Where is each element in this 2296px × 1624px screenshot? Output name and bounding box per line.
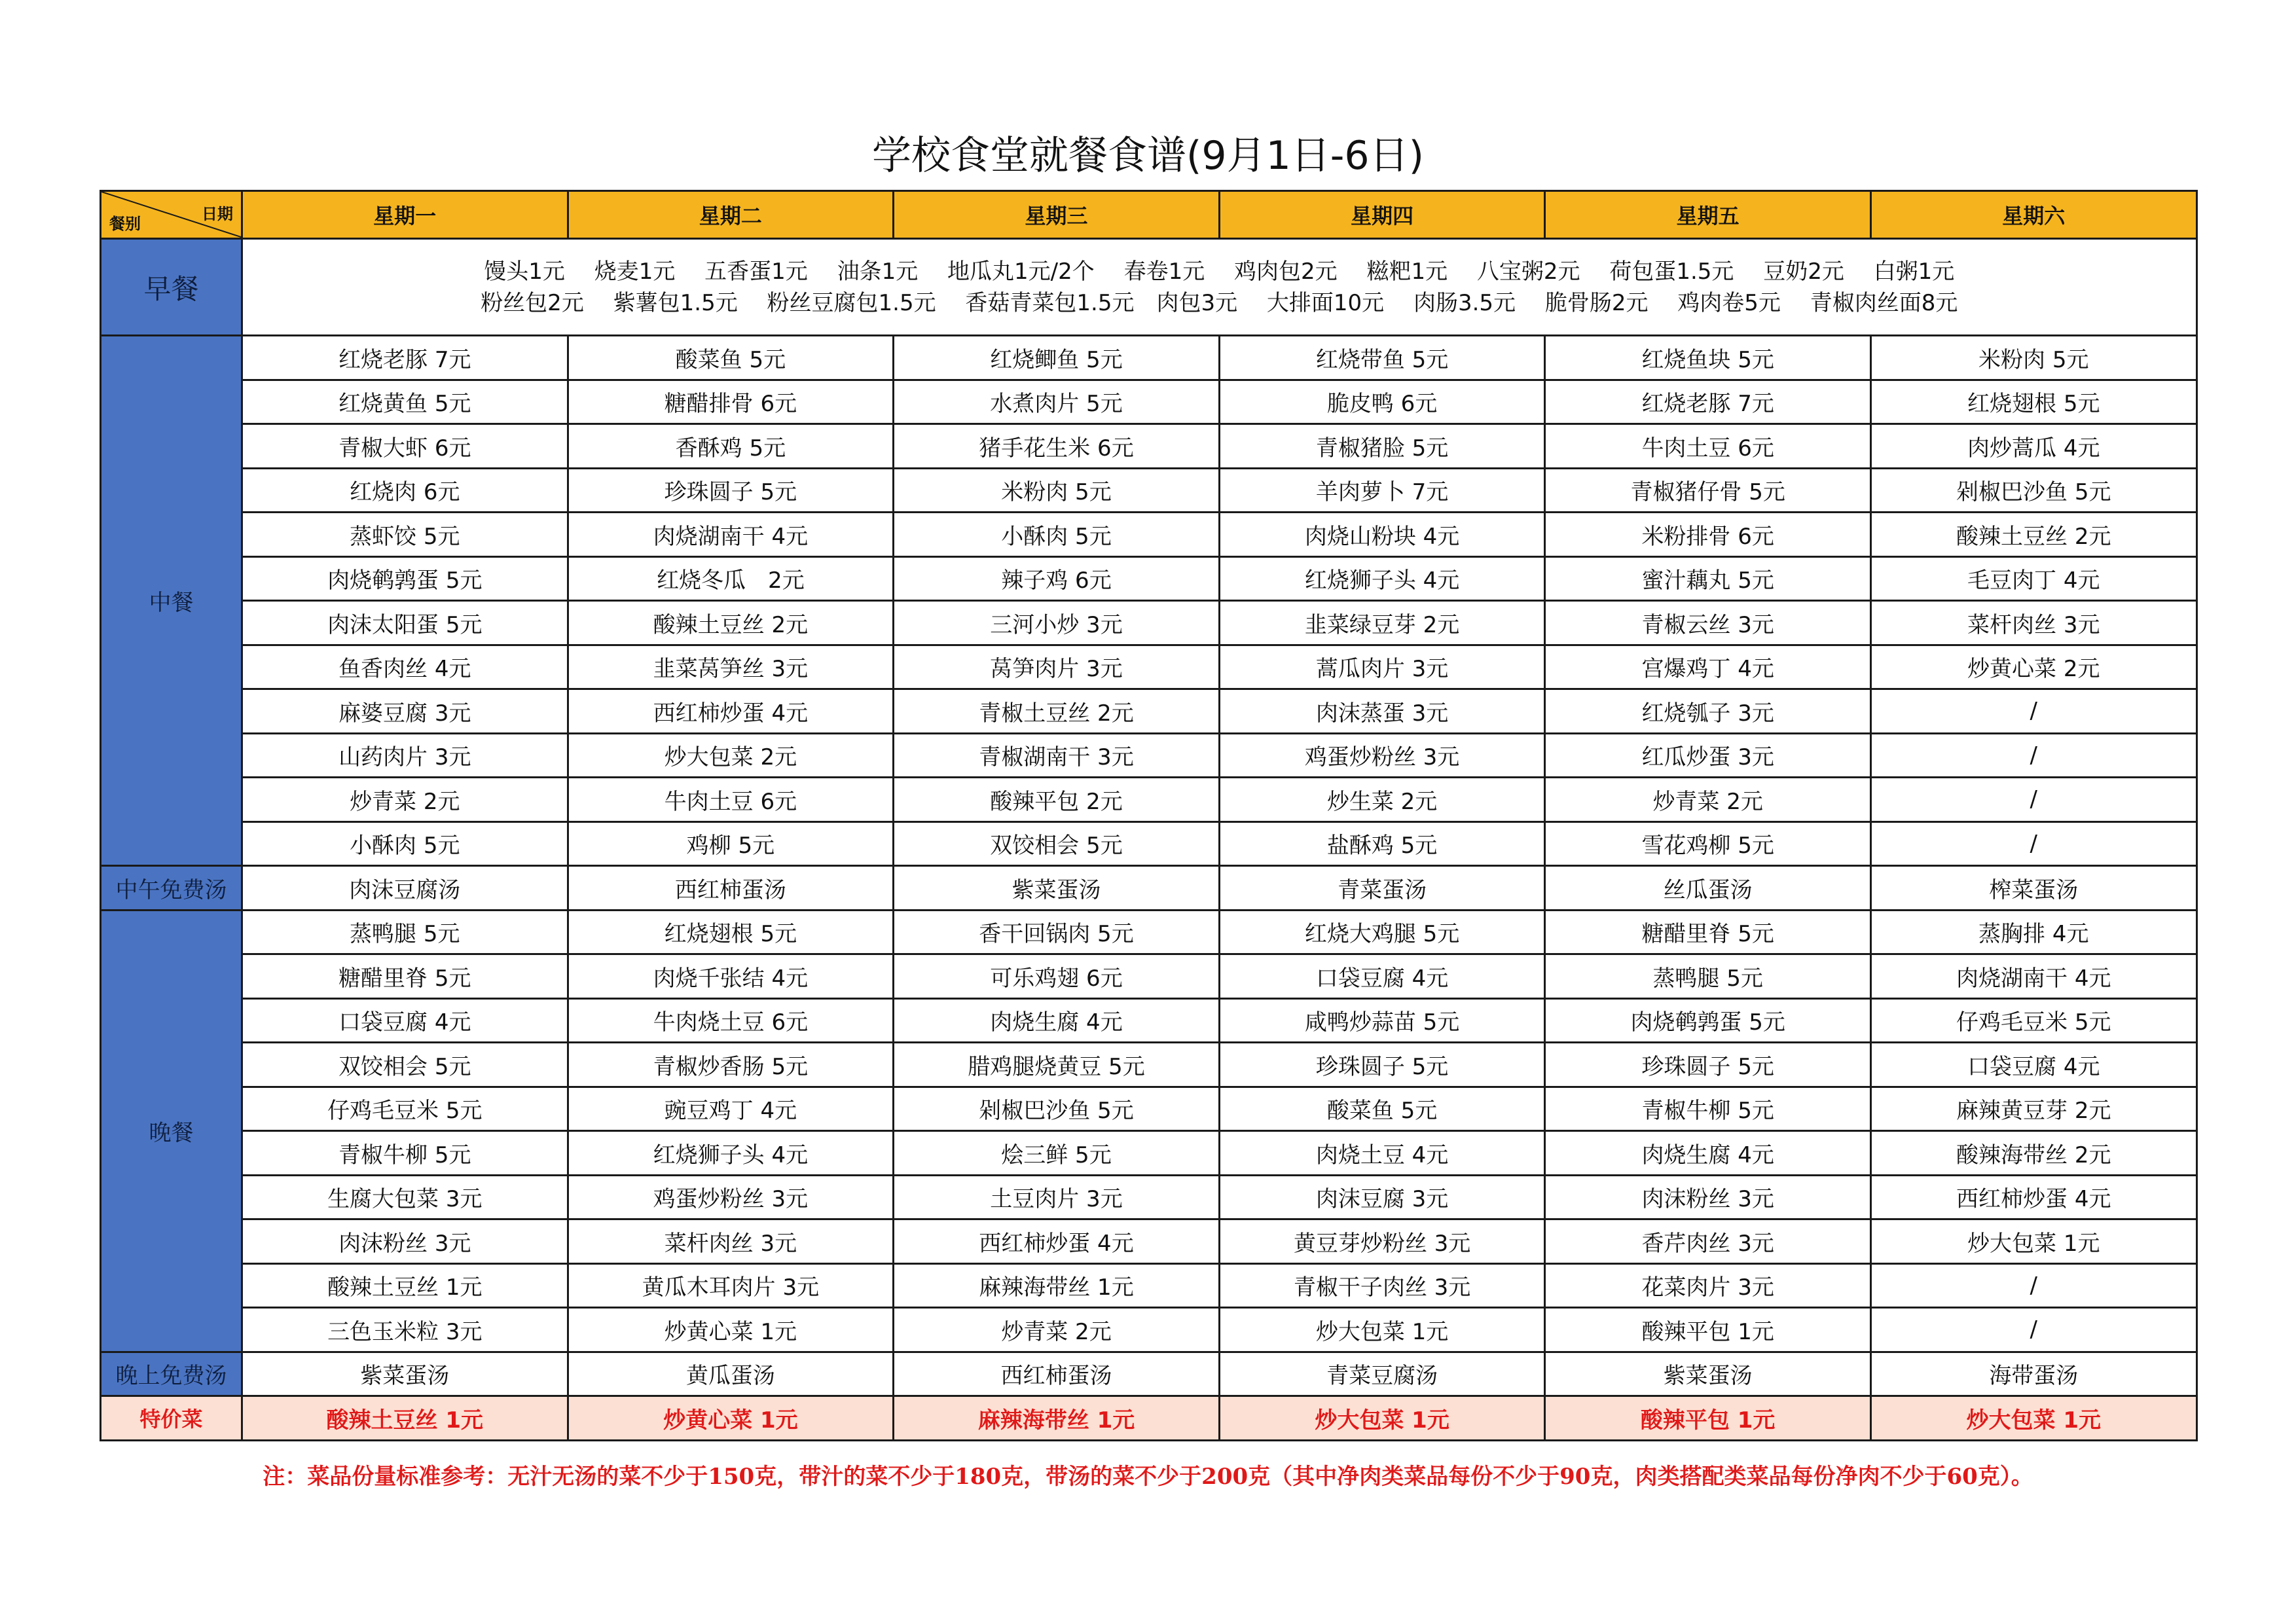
dish-cell: 炒青菜 2元 (894, 1308, 1220, 1352)
dish-cell: 西红柿炒蛋 4元 (568, 689, 894, 734)
dinner-row (101, 1043, 2197, 1087)
dinner-soup-row (101, 1352, 2197, 1396)
dish-cell: 菜杆肉丝 3元 (568, 1219, 894, 1264)
dish-cell: 蒸虾饺 5元 (242, 513, 568, 557)
lunch-row (101, 468, 2197, 513)
dish-cell: 生腐大包菜 3元 (242, 1175, 568, 1219)
dish-cell: 酸辣海带丝 2元 (1870, 1131, 2196, 1176)
dinner-soup-cell: 紫菜蛋汤 (242, 1352, 568, 1396)
dish-cell: 肉烧山粉块 4元 (1219, 513, 1545, 557)
dinner-row (101, 998, 2197, 1043)
dish-cell: 红烧狮子头 4元 (1219, 556, 1545, 601)
dish-cell: 仔鸡毛豆米 5元 (1870, 998, 2196, 1043)
lunch-soup-cell: 青菜蛋汤 (1219, 866, 1545, 911)
dish-cell: 香芹肉丝 3元 (1545, 1219, 1871, 1264)
dish-cell: 剁椒巴沙鱼 5元 (894, 1087, 1220, 1131)
menu-table (100, 190, 2198, 1441)
day-header: 星期五 (1545, 191, 1871, 239)
dish-cell: 鸡柳 5元 (568, 821, 894, 866)
lunch-row (101, 733, 2197, 778)
dish-cell: 口袋豆腐 4元 (1870, 1043, 2196, 1087)
lunch-soup-cell: 西红柿蛋汤 (568, 866, 894, 911)
dinner-row (101, 1308, 2197, 1352)
dish-cell: 麻婆豆腐 3元 (242, 689, 568, 734)
dish-cell: / (1870, 733, 2196, 778)
dish-cell: 莴笋肉片 3元 (894, 645, 1220, 689)
dish-cell: 红烧翅根 5元 (568, 910, 894, 954)
corner-cell (101, 191, 242, 239)
dish-cell: 米粉排骨 6元 (1545, 513, 1871, 557)
dish-cell: 青椒牛柳 5元 (242, 1131, 568, 1176)
day-header: 星期六 (1870, 191, 2196, 239)
special-cell: 麻辣海带丝 1元 (894, 1396, 1220, 1441)
dish-cell: 酸菜鱼 5元 (568, 336, 894, 380)
dish-cell: 西红柿炒蛋 4元 (1870, 1175, 2196, 1219)
dish-cell: 小酥肉 5元 (242, 821, 568, 866)
lunch-row (101, 778, 2197, 822)
lunch-row (101, 424, 2197, 469)
dish-cell: 青椒土豆丝 2元 (894, 689, 1220, 734)
dish-cell: 青椒云丝 3元 (1545, 601, 1871, 645)
special-cell: 酸辣平包 1元 (1545, 1396, 1871, 1441)
dish-cell: 辣子鸡 6元 (894, 556, 1220, 601)
dish-cell: 肉烧生腐 4元 (1545, 1131, 1871, 1176)
dish-cell: 花菜肉片 3元 (1545, 1263, 1871, 1308)
dish-cell: 蒸胸排 4元 (1870, 910, 2196, 954)
dish-cell: / (1870, 689, 2196, 734)
dish-cell: 仔鸡毛豆米 5元 (242, 1087, 568, 1131)
dish-cell: 韭菜莴笋丝 3元 (568, 645, 894, 689)
dish-cell: / (1870, 1263, 2196, 1308)
dish-cell: 羊肉萝卜 7元 (1219, 468, 1545, 513)
dish-cell: 炒青菜 2元 (242, 778, 568, 822)
dish-cell: 红烧冬瓜 2元 (568, 556, 894, 601)
dish-cell: 蒿瓜肉片 3元 (1219, 645, 1545, 689)
dish-cell: 红烧老豚 7元 (1545, 380, 1871, 424)
dish-cell: / (1870, 821, 2196, 866)
dish-cell: 红瓜炒蛋 3元 (1545, 733, 1871, 778)
breakfast-row (101, 239, 2197, 336)
dish-cell: 糖醋里脊 5元 (1545, 910, 1871, 954)
dish-cell: 三色玉米粒 3元 (242, 1308, 568, 1352)
dish-cell: 肉炒蒿瓜 4元 (1870, 424, 2196, 469)
dish-cell: 肉沫太阳蛋 5元 (242, 601, 568, 645)
lunch-row (101, 336, 2197, 380)
lunch-row (101, 601, 2197, 645)
special-cell: 炒黄心菜 1元 (568, 1396, 894, 1441)
dish-cell: 肉沫豆腐 3元 (1219, 1175, 1545, 1219)
breakfast-items (242, 239, 2197, 336)
lunch-soup-cell: 榨菜蛋汤 (1870, 866, 2196, 911)
special-cell: 炒大包菜 1元 (1870, 1396, 2196, 1441)
dish-cell: 牛肉土豆 6元 (1545, 424, 1871, 469)
special-cell: 酸辣土豆丝 1元 (242, 1396, 568, 1441)
dish-cell: 肉烧土豆 4元 (1219, 1131, 1545, 1176)
dish-cell: 双饺相会 5元 (894, 821, 1220, 866)
dish-cell: 牛肉土豆 6元 (568, 778, 894, 822)
dish-cell: 青椒大虾 6元 (242, 424, 568, 469)
dish-cell: 炒黄心菜 1元 (568, 1308, 894, 1352)
dish-cell: 酸菜鱼 5元 (1219, 1087, 1545, 1131)
dish-cell: 肉沫粉丝 3元 (242, 1219, 568, 1264)
dish-cell: 水煮肉片 5元 (894, 380, 1220, 424)
dinner-soup-cell: 西红柿蛋汤 (894, 1352, 1220, 1396)
dinner-row (101, 1175, 2197, 1219)
section-label-special: 特价菜 (101, 1396, 242, 1441)
dish-cell: 西红柿炒蛋 4元 (894, 1219, 1220, 1264)
dish-cell: 猪手花生米 6元 (894, 424, 1220, 469)
breakfast-line-2: 粉丝包2元 紫薯包1.5元 粉丝豆腐包1.5元 香菇青菜包1.5元 肉包3元 大排面10元 肉肠3.5元 脆骨肠2元 鸡肉卷5元 青椒肉丝面8元 (481, 289, 1958, 316)
dish-cell: 红烧肉 6元 (242, 468, 568, 513)
dish-cell: 脆皮鸭 6元 (1219, 380, 1545, 424)
corner-meal-label: 餐别 (109, 215, 141, 233)
dish-cell: 红烧黄鱼 5元 (242, 380, 568, 424)
dish-cell: 韭菜绿豆芽 2元 (1219, 601, 1545, 645)
dish-cell: 剁椒巴沙鱼 5元 (1870, 468, 2196, 513)
dinner-row (101, 1131, 2197, 1176)
dish-cell: 炒大包菜 1元 (1219, 1308, 1545, 1352)
dish-cell: 酸辣平包 2元 (894, 778, 1220, 822)
dish-cell: 酸辣土豆丝 1元 (242, 1263, 568, 1308)
section-label-lunch: 中餐 (101, 336, 242, 866)
dish-cell: 麻辣海带丝 1元 (894, 1263, 1220, 1308)
dish-cell: 菜杆肉丝 3元 (1870, 601, 2196, 645)
dish-cell: 炒大包菜 2元 (568, 733, 894, 778)
dish-cell: 酸辣平包 1元 (1545, 1308, 1871, 1352)
dish-cell: 肉沫蒸蛋 3元 (1219, 689, 1545, 734)
dish-cell: / (1870, 1308, 2196, 1352)
dish-cell: 肉沫粉丝 3元 (1545, 1175, 1871, 1219)
dish-cell: 青椒猪脸 5元 (1219, 424, 1545, 469)
dish-cell: 小酥肉 5元 (894, 513, 1220, 557)
dinner-row (101, 1263, 2197, 1308)
dish-cell: 三河小炒 3元 (894, 601, 1220, 645)
day-header: 星期四 (1219, 191, 1545, 239)
dish-cell: 双饺相会 5元 (242, 1043, 568, 1087)
dish-cell: 鸡蛋炒粉丝 3元 (1219, 733, 1545, 778)
dish-cell: 红烧鱼块 5元 (1545, 336, 1871, 380)
dish-cell: 珍珠圆子 5元 (1219, 1043, 1545, 1087)
corner-date-label: 日期 (202, 205, 233, 223)
section-label-dinner-soup: 晚上免费汤 (101, 1352, 242, 1396)
dish-cell: 青椒湖南干 3元 (894, 733, 1220, 778)
dish-cell: 糖醋里脊 5元 (242, 954, 568, 999)
dish-cell: 酸辣土豆丝 2元 (568, 601, 894, 645)
dish-cell: 鱼香肉丝 4元 (242, 645, 568, 689)
dish-cell: 蒸鸭腿 5元 (1545, 954, 1871, 999)
day-header: 星期一 (242, 191, 568, 239)
special-row (101, 1396, 2197, 1441)
dish-cell: 红烧翅根 5元 (1870, 380, 2196, 424)
dish-cell: 雪花鸡柳 5元 (1545, 821, 1871, 866)
dish-cell: / (1870, 778, 2196, 822)
lunch-soup-cell: 丝瓜蛋汤 (1545, 866, 1871, 911)
lunch-row (101, 380, 2197, 424)
breakfast-line-1: 馒头1元 烧麦1元 五香蛋1元 油条1元 地瓜丸1元/2个 春卷1元 鸡肉包2元 糍粑1元 八宝粥2元 荷包蛋1.5元 豆奶2元 白粥1元 (484, 258, 1955, 285)
section-label-lunch-soup: 中午免费汤 (101, 866, 242, 911)
dish-cell: 山药肉片 3元 (242, 733, 568, 778)
dish-cell: 豌豆鸡丁 4元 (568, 1087, 894, 1131)
section-label-breakfast: 早餐 (101, 239, 242, 336)
dish-cell: 黄瓜木耳肉片 3元 (568, 1263, 894, 1308)
dish-cell: 可乐鸡翅 6元 (894, 954, 1220, 999)
dish-cell: 炒生菜 2元 (1219, 778, 1545, 822)
lunch-row (101, 513, 2197, 557)
lunch-soup-cell: 紫菜蛋汤 (894, 866, 1220, 911)
dinner-row (101, 910, 2197, 954)
dish-cell: 肉烧千张结 4元 (568, 954, 894, 999)
day-header: 星期三 (894, 191, 1220, 239)
lunch-soup-row (101, 866, 2197, 911)
dish-cell: 腊鸡腿烧黄豆 5元 (894, 1043, 1220, 1087)
dinner-row (101, 954, 2197, 999)
dish-cell: 红烧老豚 7元 (242, 336, 568, 380)
dish-cell: 肉烧湖南干 4元 (1870, 954, 2196, 999)
dish-cell: 毛豆肉丁 4元 (1870, 556, 2196, 601)
dish-cell: 土豆肉片 3元 (894, 1175, 1220, 1219)
dish-cell: 酸辣土豆丝 2元 (1870, 513, 2196, 557)
dish-cell: 口袋豆腐 4元 (242, 998, 568, 1043)
dish-cell: 红烧瓠子 3元 (1545, 689, 1871, 734)
dish-cell: 炒黄心菜 2元 (1870, 645, 2196, 689)
dish-cell: 青椒炒香肠 5元 (568, 1043, 894, 1087)
dish-cell: 香酥鸡 5元 (568, 424, 894, 469)
dish-cell: 宫爆鸡丁 4元 (1545, 645, 1871, 689)
dinner-soup-cell: 黄瓜蛋汤 (568, 1352, 894, 1396)
dish-cell: 鸡蛋炒粉丝 3元 (568, 1175, 894, 1219)
dish-cell: 烩三鲜 5元 (894, 1131, 1220, 1176)
dinner-row (101, 1087, 2197, 1131)
portion-note: 注：菜品份量标准参考：无汁无汤的菜不少于150克，带汁的菜不少于180克，带汤的菜不少于200克（其中净肉类菜品每份不少于90克，肉类搭配类菜品每份净肉不少于60克）。 (263, 1464, 2033, 1490)
lunch-row (101, 689, 2197, 734)
dish-cell: 蜜汁藕丸 5元 (1545, 556, 1871, 601)
dish-cell: 蒸鸭腿 5元 (242, 910, 568, 954)
dinner-soup-cell: 紫菜蛋汤 (1545, 1352, 1871, 1396)
dish-cell: 青椒干子肉丝 3元 (1219, 1263, 1545, 1308)
lunch-row (101, 645, 2197, 689)
dish-cell: 盐酥鸡 5元 (1219, 821, 1545, 866)
page-title: 学校食堂就餐食谱(9月1日-6日) (872, 133, 1424, 179)
dish-cell: 肉烧生腐 4元 (894, 998, 1220, 1043)
dish-cell: 牛肉烧土豆 6元 (568, 998, 894, 1043)
dinner-soup-cell: 海带蛋汤 (1870, 1352, 2196, 1396)
lunch-row (101, 556, 2197, 601)
dish-cell: 珍珠圆子 5元 (1545, 1043, 1871, 1087)
dish-cell: 香干回锅肉 5元 (894, 910, 1220, 954)
dish-cell: 炒大包菜 1元 (1870, 1219, 2196, 1264)
dish-cell: 青椒牛柳 5元 (1545, 1087, 1871, 1131)
dinner-row (101, 1219, 2197, 1264)
dish-cell: 咸鸭炒蒜苗 5元 (1219, 998, 1545, 1043)
special-cell: 炒大包菜 1元 (1219, 1396, 1545, 1441)
dish-cell: 青椒猪仔骨 5元 (1545, 468, 1871, 513)
dish-cell: 红烧狮子头 4元 (568, 1131, 894, 1176)
lunch-soup-cell: 肉沫豆腐汤 (242, 866, 568, 911)
dish-cell: 红烧大鸡腿 5元 (1219, 910, 1545, 954)
dish-cell: 糖醋排骨 6元 (568, 380, 894, 424)
dish-cell: 米粉肉 5元 (1870, 336, 2196, 380)
day-header: 星期二 (568, 191, 894, 239)
dish-cell: 炒青菜 2元 (1545, 778, 1871, 822)
section-label-dinner: 晚餐 (101, 910, 242, 1352)
dish-cell: 红烧鲫鱼 5元 (894, 336, 1220, 380)
dish-cell: 肉烧鹌鹑蛋 5元 (242, 556, 568, 601)
dish-cell: 珍珠圆子 5元 (568, 468, 894, 513)
lunch-row (101, 821, 2197, 866)
dish-cell: 红烧带鱼 5元 (1219, 336, 1545, 380)
dish-cell: 肉烧鹌鹑蛋 5元 (1545, 998, 1871, 1043)
dish-cell: 米粉肉 5元 (894, 468, 1220, 513)
dish-cell: 黄豆芽炒粉丝 3元 (1219, 1219, 1545, 1264)
dish-cell: 肉烧湖南干 4元 (568, 513, 894, 557)
dish-cell: 麻辣黄豆芽 2元 (1870, 1087, 2196, 1131)
dish-cell: 口袋豆腐 4元 (1219, 954, 1545, 999)
header-row (101, 191, 2197, 239)
dinner-soup-cell: 青菜豆腐汤 (1219, 1352, 1545, 1396)
